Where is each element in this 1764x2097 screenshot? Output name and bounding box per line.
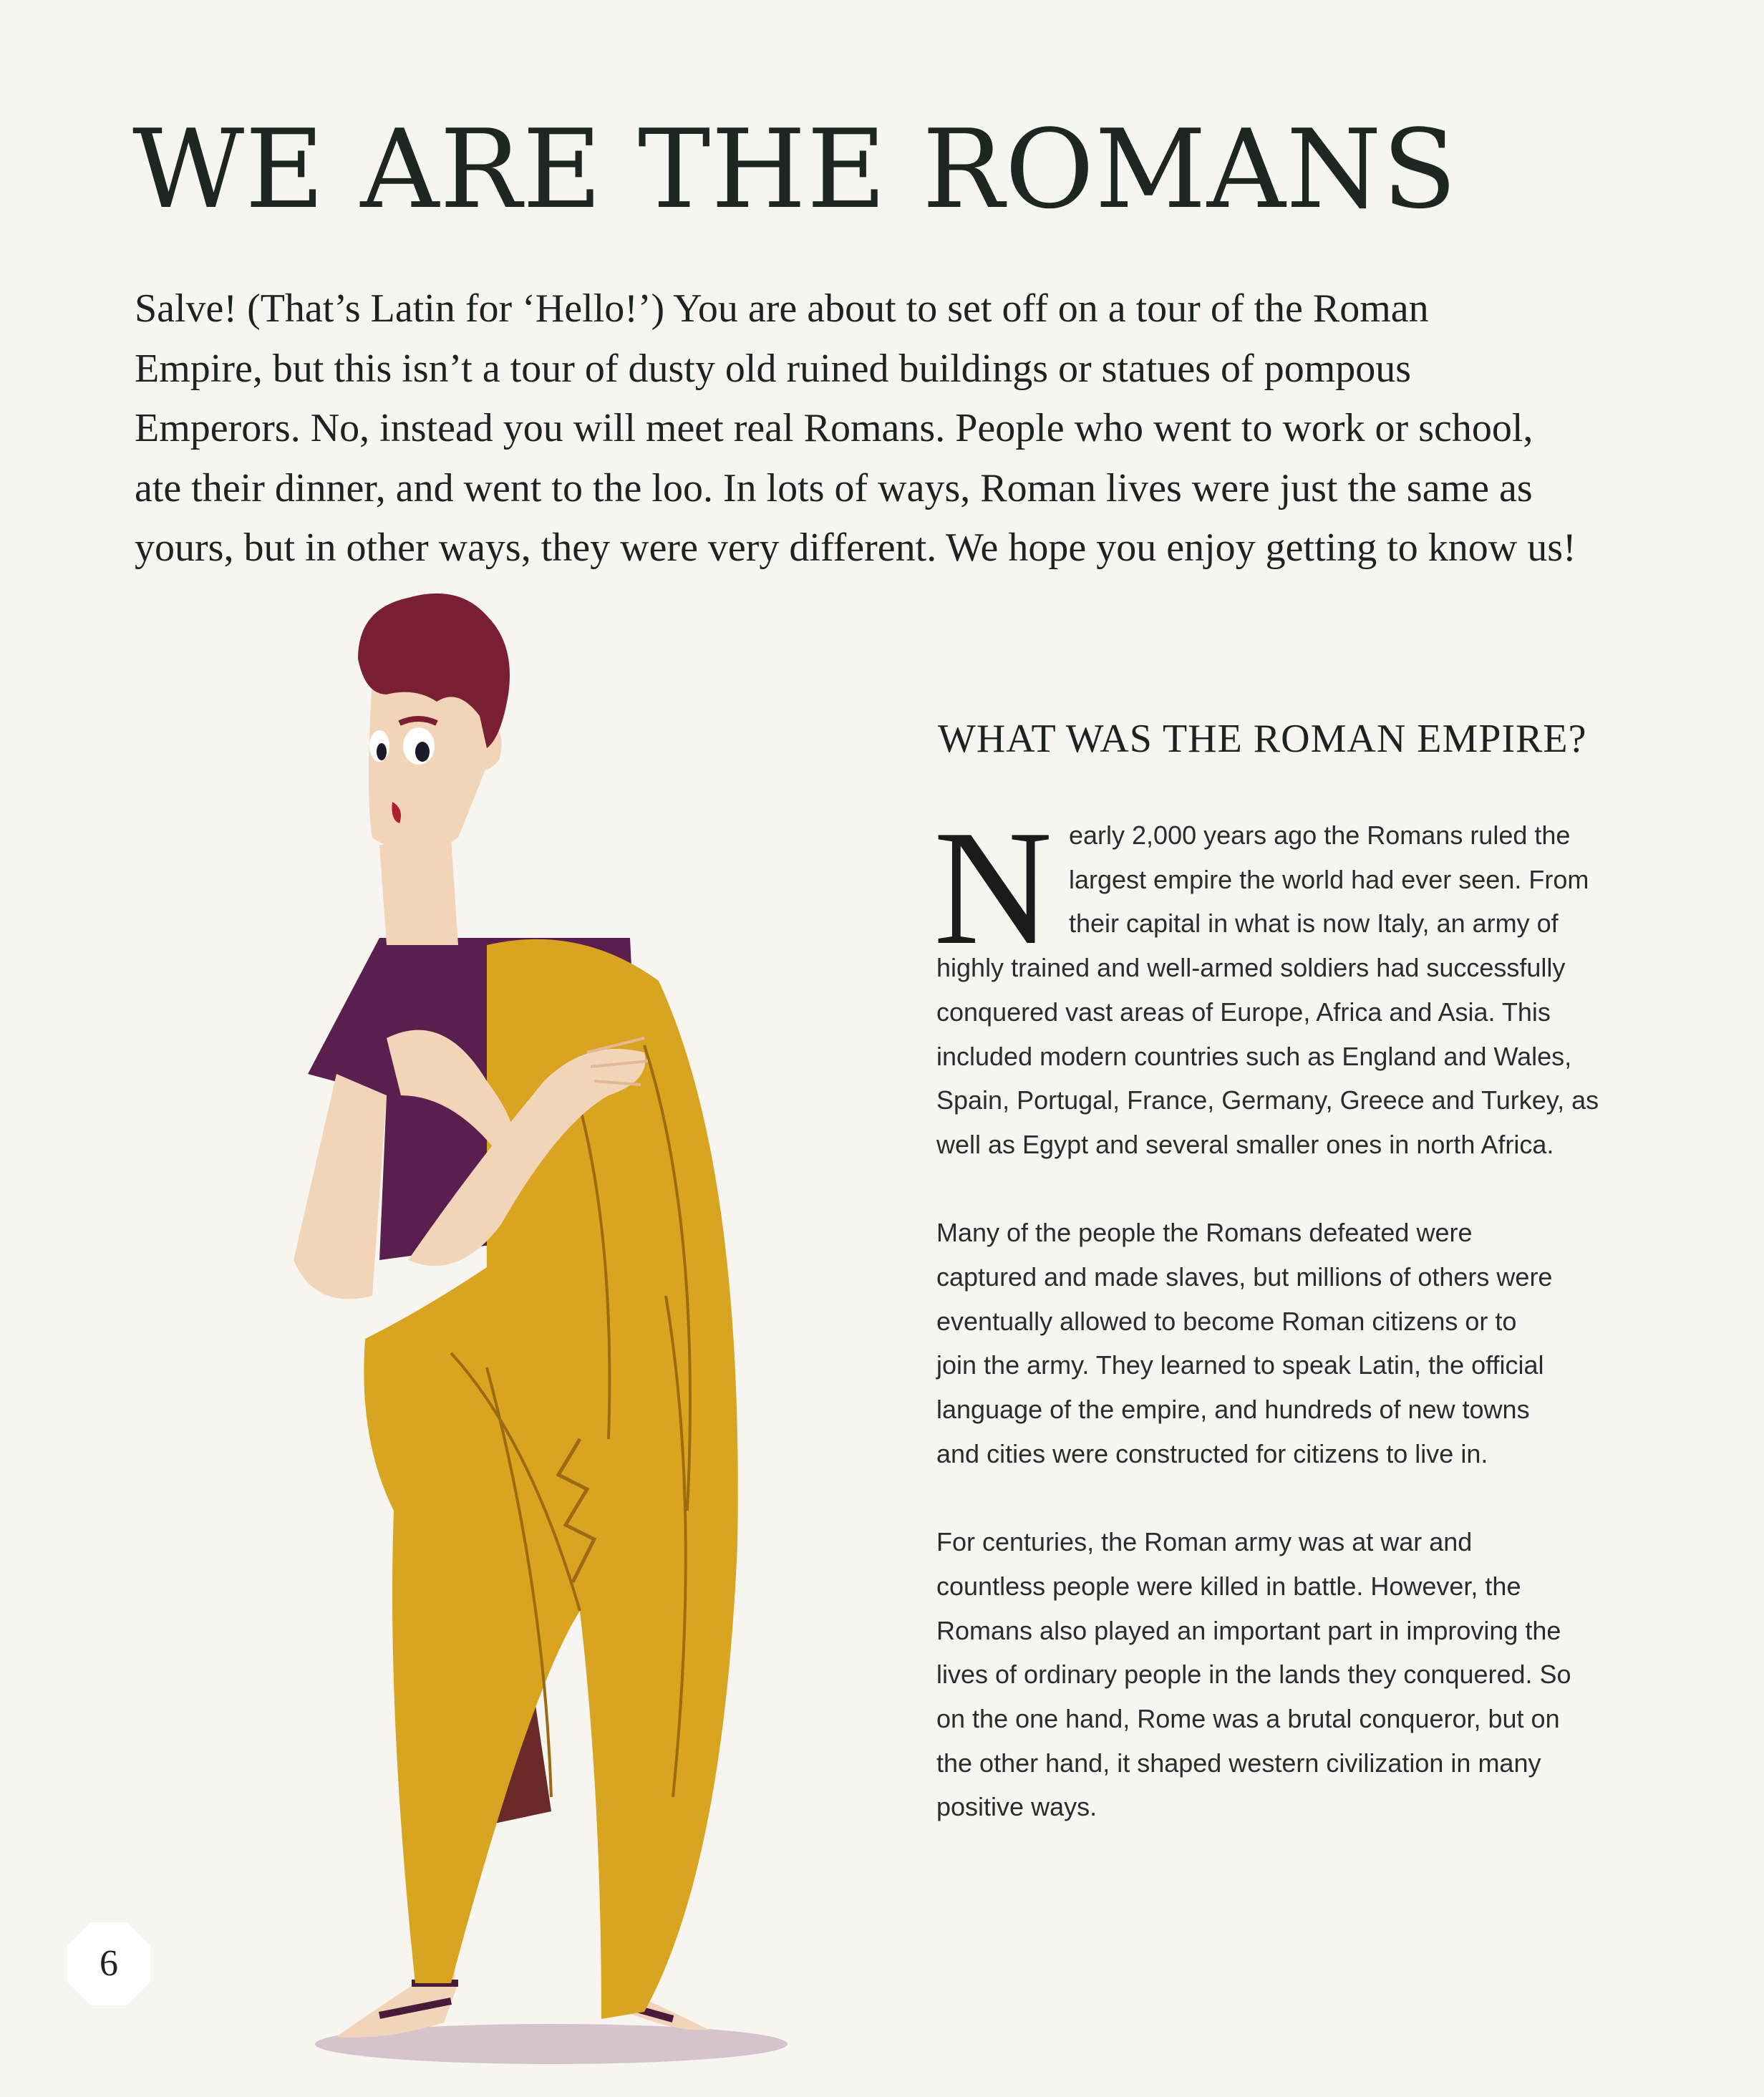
- paragraph-line: Many of the people the Romans defeated were: [936, 1218, 1473, 1248]
- paragraph-line: their capital in what is now Italy, an army of: [1069, 909, 1559, 939]
- drop-cap: N: [934, 796, 1053, 979]
- paragraph-line: on the one hand, Rome was a brutal conqueror, but on: [936, 1704, 1560, 1734]
- paragraph-line: and cities were constructed for citizens to live in.: [936, 1438, 1488, 1468]
- paragraph-line: captured and made slaves, but millions of others were: [936, 1262, 1553, 1292]
- paragraph-line: Romans also played an important part in improving the: [936, 1615, 1561, 1645]
- page-number-badge: [66, 1921, 152, 2007]
- page-number: 6: [100, 1943, 118, 1984]
- intro-line: Emperors. No, instead you will meet real Romans. People who went to work or school,: [135, 406, 1533, 450]
- paragraph-line: the other hand, it shaped western civilization in many: [936, 1748, 1541, 1778]
- paragraph-line: largest empire the world had ever seen. From: [1069, 864, 1589, 894]
- paragraph-line: lives of ordinary people in the lands they conquered. So: [936, 1660, 1571, 1690]
- intro-line: Empire, but this isn’t a tour of dusty old ruined buildings or statues of pompous: [135, 346, 1412, 391]
- paragraph-line: early 2,000 years ago the Romans ruled the: [1069, 820, 1571, 850]
- intro-line: Salve! (That’s Latin for ‘Hello!’) You are about to set off on a tour of the Roman: [135, 286, 1429, 331]
- paragraph-1: [934, 796, 1681, 1167]
- article-body: [934, 796, 1681, 1874]
- paragraph-line: Spain, Portugal, France, Germany, Greece and Turkey, as: [936, 1085, 1599, 1115]
- intro-line: yours, but in other ways, they were very different. We hope you enjoy getting to know us!: [135, 526, 1576, 570]
- paragraph-line: countless people were killed in battle. However, the: [936, 1571, 1521, 1601]
- paragraph-2: [936, 1211, 1681, 1476]
- paragraph-line: For centuries, the Roman army was at war and: [936, 1527, 1473, 1557]
- section-heading: WHAT WAS THE ROMAN EMPIRE?: [938, 717, 1587, 761]
- roman-citizen-illustration: [272, 580, 859, 2083]
- paragraph-line: included modern countries such as England and Wales,: [936, 1041, 1572, 1071]
- paragraph-line: highly trained and well-armed soldiers had successfully: [936, 953, 1566, 983]
- page-title: WE ARE THE ROMANS: [132, 106, 1458, 233]
- paragraph-3: [936, 1520, 1681, 1829]
- paragraph-line: well as Egypt and several smaller ones in north Africa.: [936, 1129, 1554, 1159]
- paragraph-line: join the army. They learned to speak Latin, the official: [936, 1350, 1544, 1380]
- intro-text: [135, 279, 1738, 578]
- paragraph-line: positive ways.: [936, 1792, 1097, 1822]
- paragraph-line: eventually allowed to become Roman citizens or to: [936, 1306, 1517, 1336]
- paragraph-line: conquered vast areas of Europe, Africa and Asia. This: [936, 997, 1551, 1027]
- paragraph-line: language of the empire, and hundreds of new towns: [936, 1395, 1530, 1425]
- roman-citizen-icon: [272, 580, 859, 2083]
- intro-line: ate their dinner, and went to the loo. In lots of ways, Roman lives were just the same as: [135, 465, 1533, 510]
